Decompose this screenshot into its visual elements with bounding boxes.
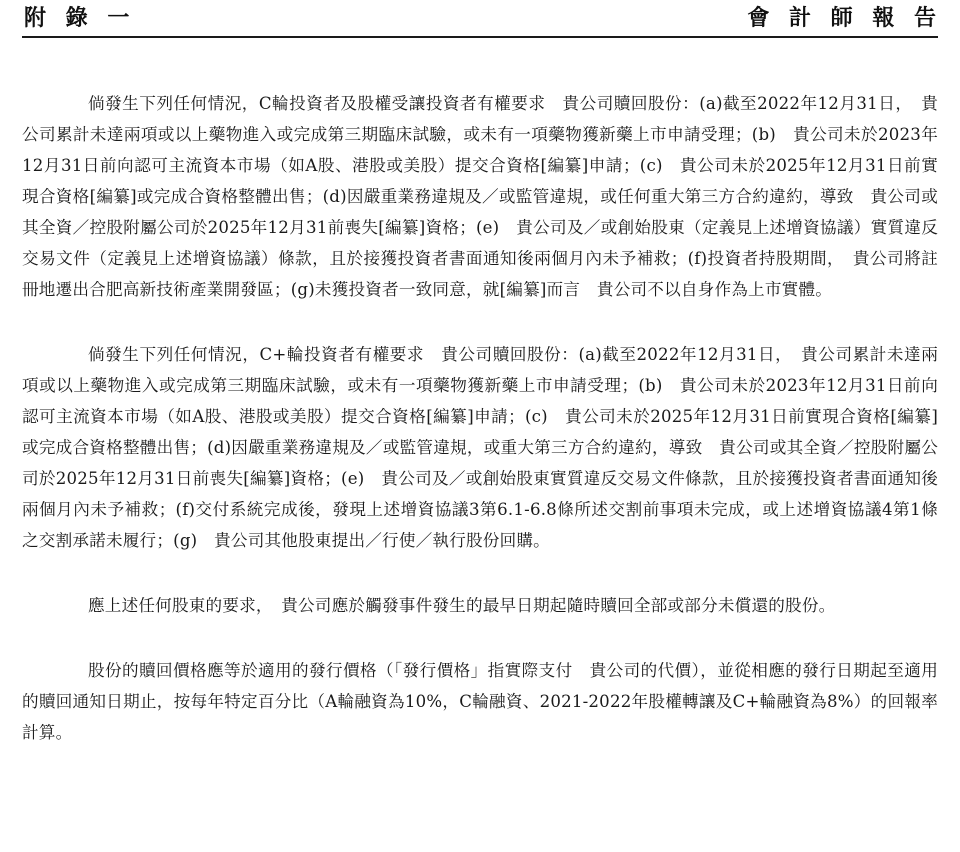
page-header [22,2,942,38]
paragraph-redemption-request: 應上述任何股東的要求， 貴公司應於觸發事件發生的最早日期起隨時贖回全部或部分未償還的股份。 [88,596,836,615]
document-body [22,88,938,748]
report-title: 會 計 師 報 告 [747,6,942,31]
paragraph-series-c-plus-redemption: 倘發生下列任何情況，C+輪投資者有權要求 貴公司贖回股份：(a)截至2022年12月31日， 貴公司累計未達兩項或以上藥物進入或完成第三期臨床試驗，或未有一項藥物獲新藥上市申請受理；(b) 貴公司未於2023年12月31日前向認可主流資本市場（如A股、港股或美股）提交合資格[編纂]申請；(c) 貴公司未於2025年12月31日前實現合資格[編纂]或完成合資格整體出售；(d)因嚴重業務違規及／或監管違規，或重大第三方合約違約，導致 貴公司或其全資／控股附屬公司於2025年12月31日前喪失[編纂]資格；(e) 貴公司及／或創始股東實質違反交易文件條款，且於接獲投資者書面通知後兩個月內未予補救；(f)交付系統完成後，發現上述增資協議3第6.1-6.8條所述交割前事項未完成，或上述增資協議4第1條之交割承諾未履行；(g) 貴公司其他股東提出／行使／執行股份回購。 [22,345,938,550]
appendix-title: 附 錄 一 [24,6,136,31]
paragraph-redemption-price: 股份的贖回價格應等於適用的發行價格（「發行價格」指實際支付 貴公司的代價），並從相應的發行日期起至適用的贖回通知日期止，按每年特定百分比（A輪融資為10%，C輪融資、2021-2022年股權轉讓及C+輪融資為8%）的回報率計算。 [22,661,938,742]
paragraph-series-c-redemption: 倘發生下列任何情況，C輪投資者及股權受讓投資者有權要求 貴公司贖回股份：(a)截至2022年12月31日， 貴公司累計未達兩項或以上藥物進入或完成第三期臨床試驗，或未有一項藥物獲新藥上市申請受理；(b) 貴公司未於2023年12月31日前向認可主流資本市場（如A股、港股或美股）提交合資格[編纂]申請；(c) 貴公司未於2025年12月31日前實現合資格[編纂]或完成合資格整體出售；(d)因嚴重業務違規及／或監管違規，或任何重大第三方合約違約，導致 貴公司或其全資／控股附屬公司於2025年12月31前喪失[編纂]資格；(e) 貴公司及／或創始股東（定義見上述增資協議）實質違反交易文件（定義見上述增資協議）條款，且於接獲投資者書面通知後兩個月內未予補救；(f)投資者持股期間， 貴公司將註冊地遷出合肥高新技術產業開發區；(g)未獲投資者一致同意，就[編纂]而言 貴公司不以自身作為上市實體。 [22,94,938,299]
